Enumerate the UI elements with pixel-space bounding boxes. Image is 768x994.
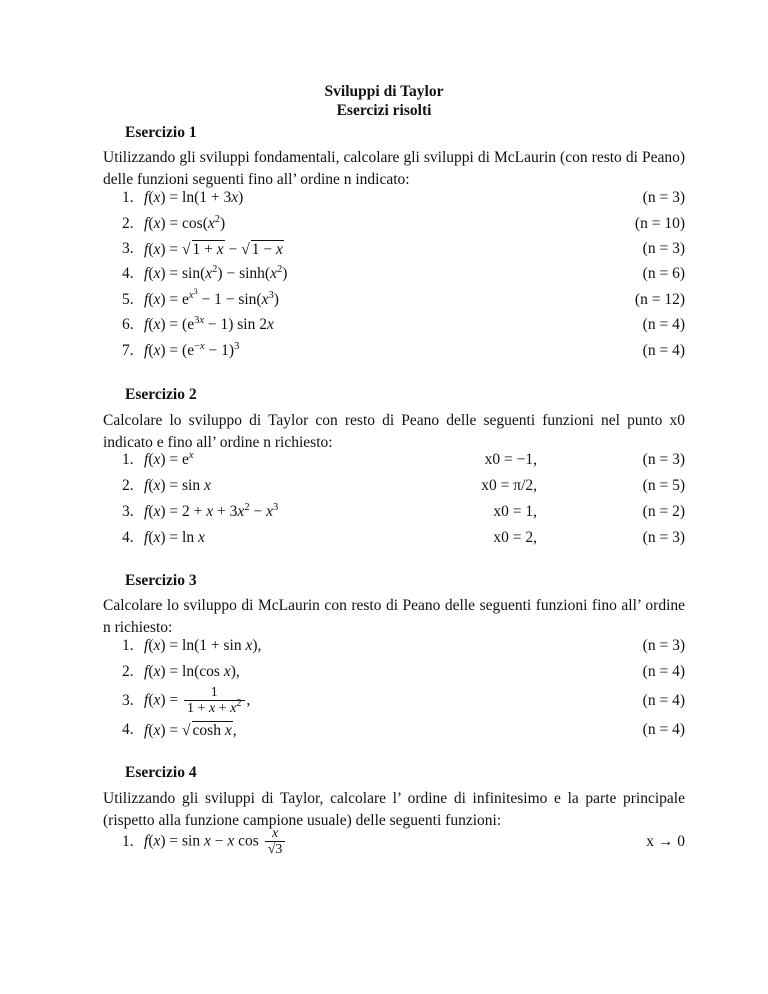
- order-label: (n = 4): [642, 316, 685, 333]
- point-label: x0 = 2,: [493, 529, 537, 546]
- document-title: [0, 82, 768, 120]
- exercise-4-intro: Utilizzando gli sviluppi di Taylor, calcolare l’ ordine di infinitesimo e la parte principale (rispetto alla funzione campione usuale) delle seguenti funzioni:: [103, 790, 685, 829]
- point-label: x0 = π/2,: [481, 477, 537, 494]
- exercise-4-title: Esercizio 4: [125, 764, 197, 781]
- exercise-1-item-3: 3. f(x) = √ 1 + x − √ 1 − x (n = 3): [122, 240, 685, 258]
- exercise-2-intro: Calcolare lo sviluppo di Taylor con resto di Peano delle seguenti funzioni nel punto x0 indicato e fino all’ ordine n richiesto:: [103, 412, 685, 451]
- order-label: (n = 4): [642, 692, 685, 709]
- limit-label: x → 0: [646, 833, 685, 850]
- exercise-2-item-4: 4. f(x) = ln x x0 = 2, (n = 3): [122, 529, 685, 546]
- exercise-3-item-1: 1. f(x) = ln(1 + sin x), (n = 3): [122, 637, 685, 654]
- exercise-2-item-2: 2. f(x) = sin x x0 = π/2, (n = 5): [122, 477, 685, 494]
- exercise-3-title: Esercizio 3: [125, 572, 197, 589]
- exercise-1-item-4: 4. $f(x) = \sin(x^2) - \sinh(x^2)$ (n = 6): [122, 264, 685, 282]
- exercise-2-title: Esercizio 2: [125, 386, 197, 403]
- exercise-2-item-3: 3. $f(x) = 2 + x + 3x^2 - x^3$ x0 = 1, (n = 2): [122, 502, 685, 520]
- exercise-1-item-2: 2. $f(x) = \cos(x^2)$ (n = 10): [122, 214, 685, 232]
- order-label: (n = 3): [642, 529, 685, 546]
- exercise-3-item-4: 4. f(x) = √ cosh x, (n = 4): [122, 721, 685, 739]
- order-label: (n = 12): [634, 291, 685, 308]
- order-label: (n = 5): [642, 477, 685, 494]
- exercise-1-title: Esercizio 1: [125, 124, 197, 141]
- order-label: (n = 4): [642, 721, 685, 738]
- point-label: x0 = 1,: [493, 503, 537, 520]
- exercise-3-item-2: 2. f(x) = ln(cos x), (n = 4): [122, 663, 685, 680]
- order-label: (n = 3): [642, 637, 685, 654]
- order-label: (n = 3): [642, 189, 685, 206]
- exercise-1-intro: Utilizzando gli sviluppi fondamentali, calcolare gli sviluppi di McLaurin (con resto di Peano) delle funzioni seguenti fino all’ ordine n indicato:: [103, 149, 685, 188]
- order-label: (n = 4): [642, 342, 685, 359]
- exercise-1-item-7: 7. $f(x) = (e^{-x} - 1)^3$ (n = 4): [122, 341, 685, 359]
- exercise-1-item-1: 1. f(x) = ln(1 + 3x) (n = 3): [122, 189, 685, 206]
- subtitle: Esercizi risolti: [336, 102, 432, 119]
- order-label: (n = 3): [642, 451, 685, 468]
- title-line-1: Sviluppi di Taylor: [324, 83, 444, 100]
- exercise-1-item-5: 5. $f(x) = e^{x^3} - 1 - \sin(x^3)$ (n = 12): [122, 287, 685, 308]
- order-label: (n = 2): [642, 503, 685, 520]
- exercise-3-intro: Calcolare lo sviluppo di McLaurin con resto di Peano delle seguenti funzioni fino all’ ordine n richiesto:: [103, 597, 685, 636]
- order-label: (n = 10): [634, 215, 685, 232]
- point-label: x0 = −1,: [484, 451, 537, 468]
- order-label: (n = 6): [642, 265, 685, 282]
- exercise-3-item-3: 3. f(x) = $\frac{1}{1 + x + x^2}$ , (n = 4): [122, 685, 685, 716]
- order-label: (n = 4): [642, 663, 685, 680]
- exercise-2-item-1: 1. $f(x) = e^x$ x0 = −1, (n = 3): [122, 450, 685, 468]
- exercise-4-item-1: 1. f(x) = sin x − x cos $\frac{x}{√3}$ x → 0: [122, 826, 685, 857]
- order-label: (n = 3): [642, 240, 685, 257]
- exercise-1-item-6: 6. $f(x) = (e^{3x} - 1)$ sin 2x (n = 4): [122, 315, 685, 333]
